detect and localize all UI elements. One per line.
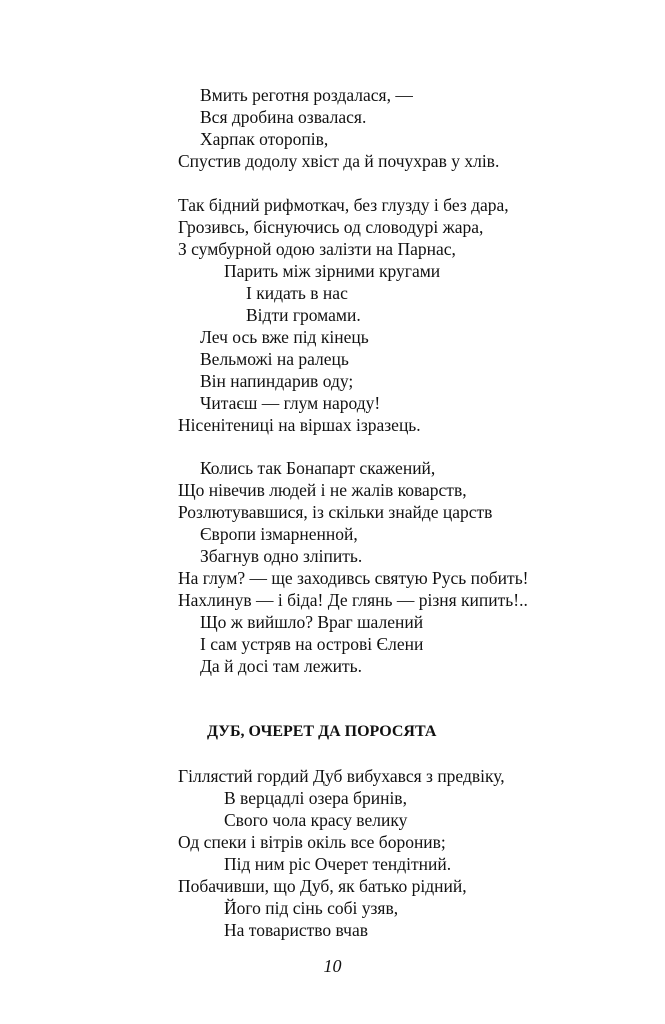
verse-line: Парить між зірними кругами	[224, 261, 441, 281]
verse-line: З сумбурной одою залізти на Парнас,	[178, 239, 456, 259]
page-number: 10	[323, 956, 342, 976]
verse-line: Він напиндарив оду;	[200, 371, 354, 391]
verse-line: Колись так Бонапарт скажений,	[200, 458, 436, 478]
verse-line: Грозивсь, біснуючись од словодурі жара,	[178, 217, 484, 237]
verse-line: Да й досі там лежить.	[200, 656, 362, 676]
verse-line: Нахлинув — і біда! Де глянь — різня кипить!..	[178, 590, 528, 610]
verse-line: Од спеки і вітрів окіль все боронив;	[178, 832, 446, 852]
verse-line: Харпак оторопів,	[200, 129, 329, 149]
verse-line: Розлютувавшися, із скільки знайде царств	[178, 502, 493, 522]
verse-line: Побачивши, що Дуб, як батько рідний,	[178, 876, 467, 896]
verse-line: Що нівечив людей і не жалів коварств,	[178, 480, 467, 500]
verse-line: На товариство вчав	[224, 920, 368, 940]
verse-line: І сам устряв на острові Єлени	[200, 634, 424, 654]
verse-line: Відти громами.	[246, 305, 361, 325]
verse-line: Свого чола красу велику	[224, 810, 408, 830]
poem-title: ДУБ, ОЧЕРЕТ ДА ПОРОСЯТА	[207, 723, 437, 740]
verse-line: Нісенітениці на віршах ізразець.	[178, 415, 421, 435]
verse-line: Його під сінь собі узяв,	[224, 898, 399, 918]
verse-line: Вся дробина озвалася.	[200, 107, 367, 127]
verse-line: Так бідний рифмоткач, без глузду і без дара,	[178, 195, 509, 215]
verse-line: Збагнув одно зліпить.	[200, 546, 363, 566]
verse-line: Спустив додолу хвіст да й почухрав у хлів.	[178, 151, 500, 171]
verse-line: Читаєш — глум народу!	[200, 393, 381, 413]
verse-line: Вмить реготня роздалася, —	[200, 85, 413, 105]
verse-line: Європи ізмарненной,	[200, 524, 358, 544]
verse-line: Що ж вийшло? Враг шалений	[200, 612, 424, 632]
verse-line: Під ним ріс Очерет тендітний.	[224, 854, 452, 874]
verse-line: Вельможі на ралець	[200, 349, 349, 369]
verse-line: На глум? — ще заходивсь святую Русь побить!	[178, 568, 529, 588]
verse-line: Леч ось вже під кінець	[200, 327, 369, 347]
verse-line: В верцадлі озера бринів,	[224, 788, 407, 808]
verse-line: Гіллястий гордий Дуб вибухався з предвіку,	[178, 766, 505, 786]
verse-line: І кидать в нас	[246, 283, 348, 303]
